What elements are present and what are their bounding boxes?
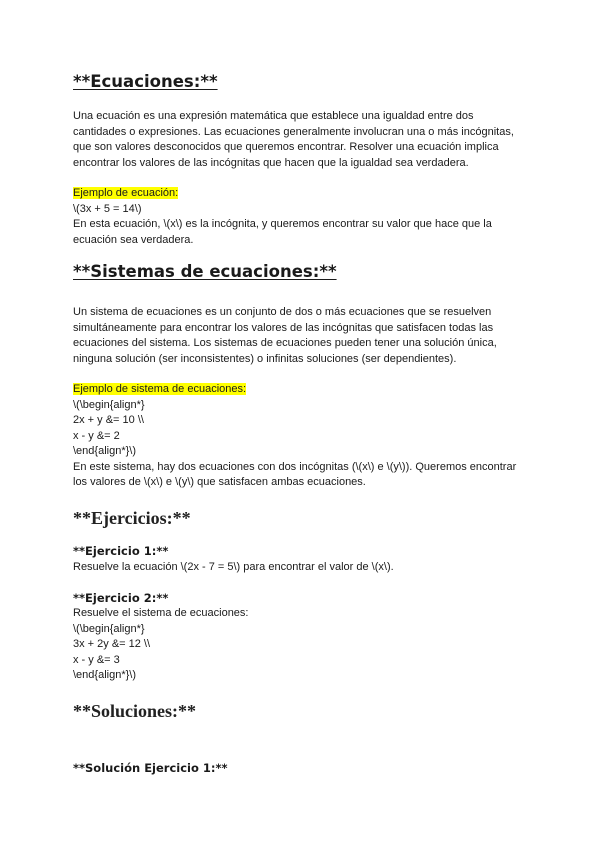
text-line: \end{align*}\)	[73, 445, 136, 457]
text-line: cantidades o expresiones. Las ecuaciones generalmente involucran una o más incógnitas,	[73, 125, 514, 138]
text-line: Resuelve la ecuación \(2x - 7 = 5\) para encontrar el valor de \(x\).	[73, 561, 394, 573]
text-line: \end{align*}\)	[73, 669, 136, 681]
text-line: Resuelve el sistema de ecuaciones:	[73, 607, 249, 619]
text-line: Un sistema de ecuaciones es un conjunto de dos o más ecuaciones que se resuelven	[73, 306, 492, 318]
text-line: Una ecuación es una expresión matemática que establece una igualdad entre dos	[73, 110, 474, 122]
text-line: encontrar los valores de las incógnitas que hacen que la igualdad sea verdadera.	[73, 156, 469, 169]
paragraph-ecuaciones	[73, 109, 533, 171]
heading-ejercicios: **Ejercicios:**	[73, 508, 191, 528]
text-line: los valores de \(x\) e \(y\) que satisfacen ambas ecuaciones.	[73, 476, 366, 488]
text-line: ecuación sea verdadera.	[73, 233, 194, 246]
example-label-highlight: Ejemplo de sistema de ecuaciones:	[73, 383, 247, 395]
text-line: ninguna solución (ser inconsistentes) o infinitas soluciones (ser dependientes).	[73, 352, 457, 365]
example-sistema	[73, 382, 533, 491]
ejercicio-2-title: **Ejercicio 2:**	[73, 591, 169, 605]
heading-ecuaciones: **Ecuaciones:**	[73, 72, 218, 91]
text-line: \(3x + 5 = 14\)	[73, 202, 142, 215]
text-line: \(\begin{align*}	[73, 398, 145, 411]
text-line: En este sistema, hay dos ecuaciones con dos incógnitas (\(x\) e \(y\)). Queremos encontrar	[73, 460, 517, 473]
text-line: que son valores desconocidos que queremos encontrar. Resolver una ecuación implica	[73, 141, 499, 153]
paragraph-sistemas	[73, 305, 533, 367]
text-line: x - y &= 2	[73, 429, 120, 442]
text-line: 3x + 2y &= 12 \\	[73, 638, 151, 650]
example-ecuacion	[73, 186, 533, 248]
text-line: En esta ecuación, \(x\) es la incógnita, y queremos encontrar su valor que hace que la	[73, 218, 492, 230]
ejercicio-1-title: **Ejercicio 1:**	[73, 544, 169, 558]
text-line: ecuaciones del sistema. Los sistemas de ecuaciones pueden tener una solución única,	[73, 337, 497, 349]
text-line: 2x + y &= 10 \\	[73, 414, 144, 426]
ejercicio-1-text	[73, 560, 533, 576]
text-line: x - y &= 3	[73, 653, 120, 666]
text-line: \(\begin{align*}	[73, 622, 145, 635]
solucion-1-title: **Solución Ejercicio 1:**	[73, 761, 228, 775]
text-line: simultáneamente para encontrar los valores de las incógnitas que satisfacen todas las	[73, 321, 494, 334]
example-label-highlight: Ejemplo de ecuación:	[73, 187, 179, 199]
heading-sistemas: **Sistemas de ecuaciones:**	[73, 262, 337, 281]
heading-soluciones: **Soluciones:**	[73, 701, 197, 721]
ejercicio-2-text	[73, 606, 533, 684]
